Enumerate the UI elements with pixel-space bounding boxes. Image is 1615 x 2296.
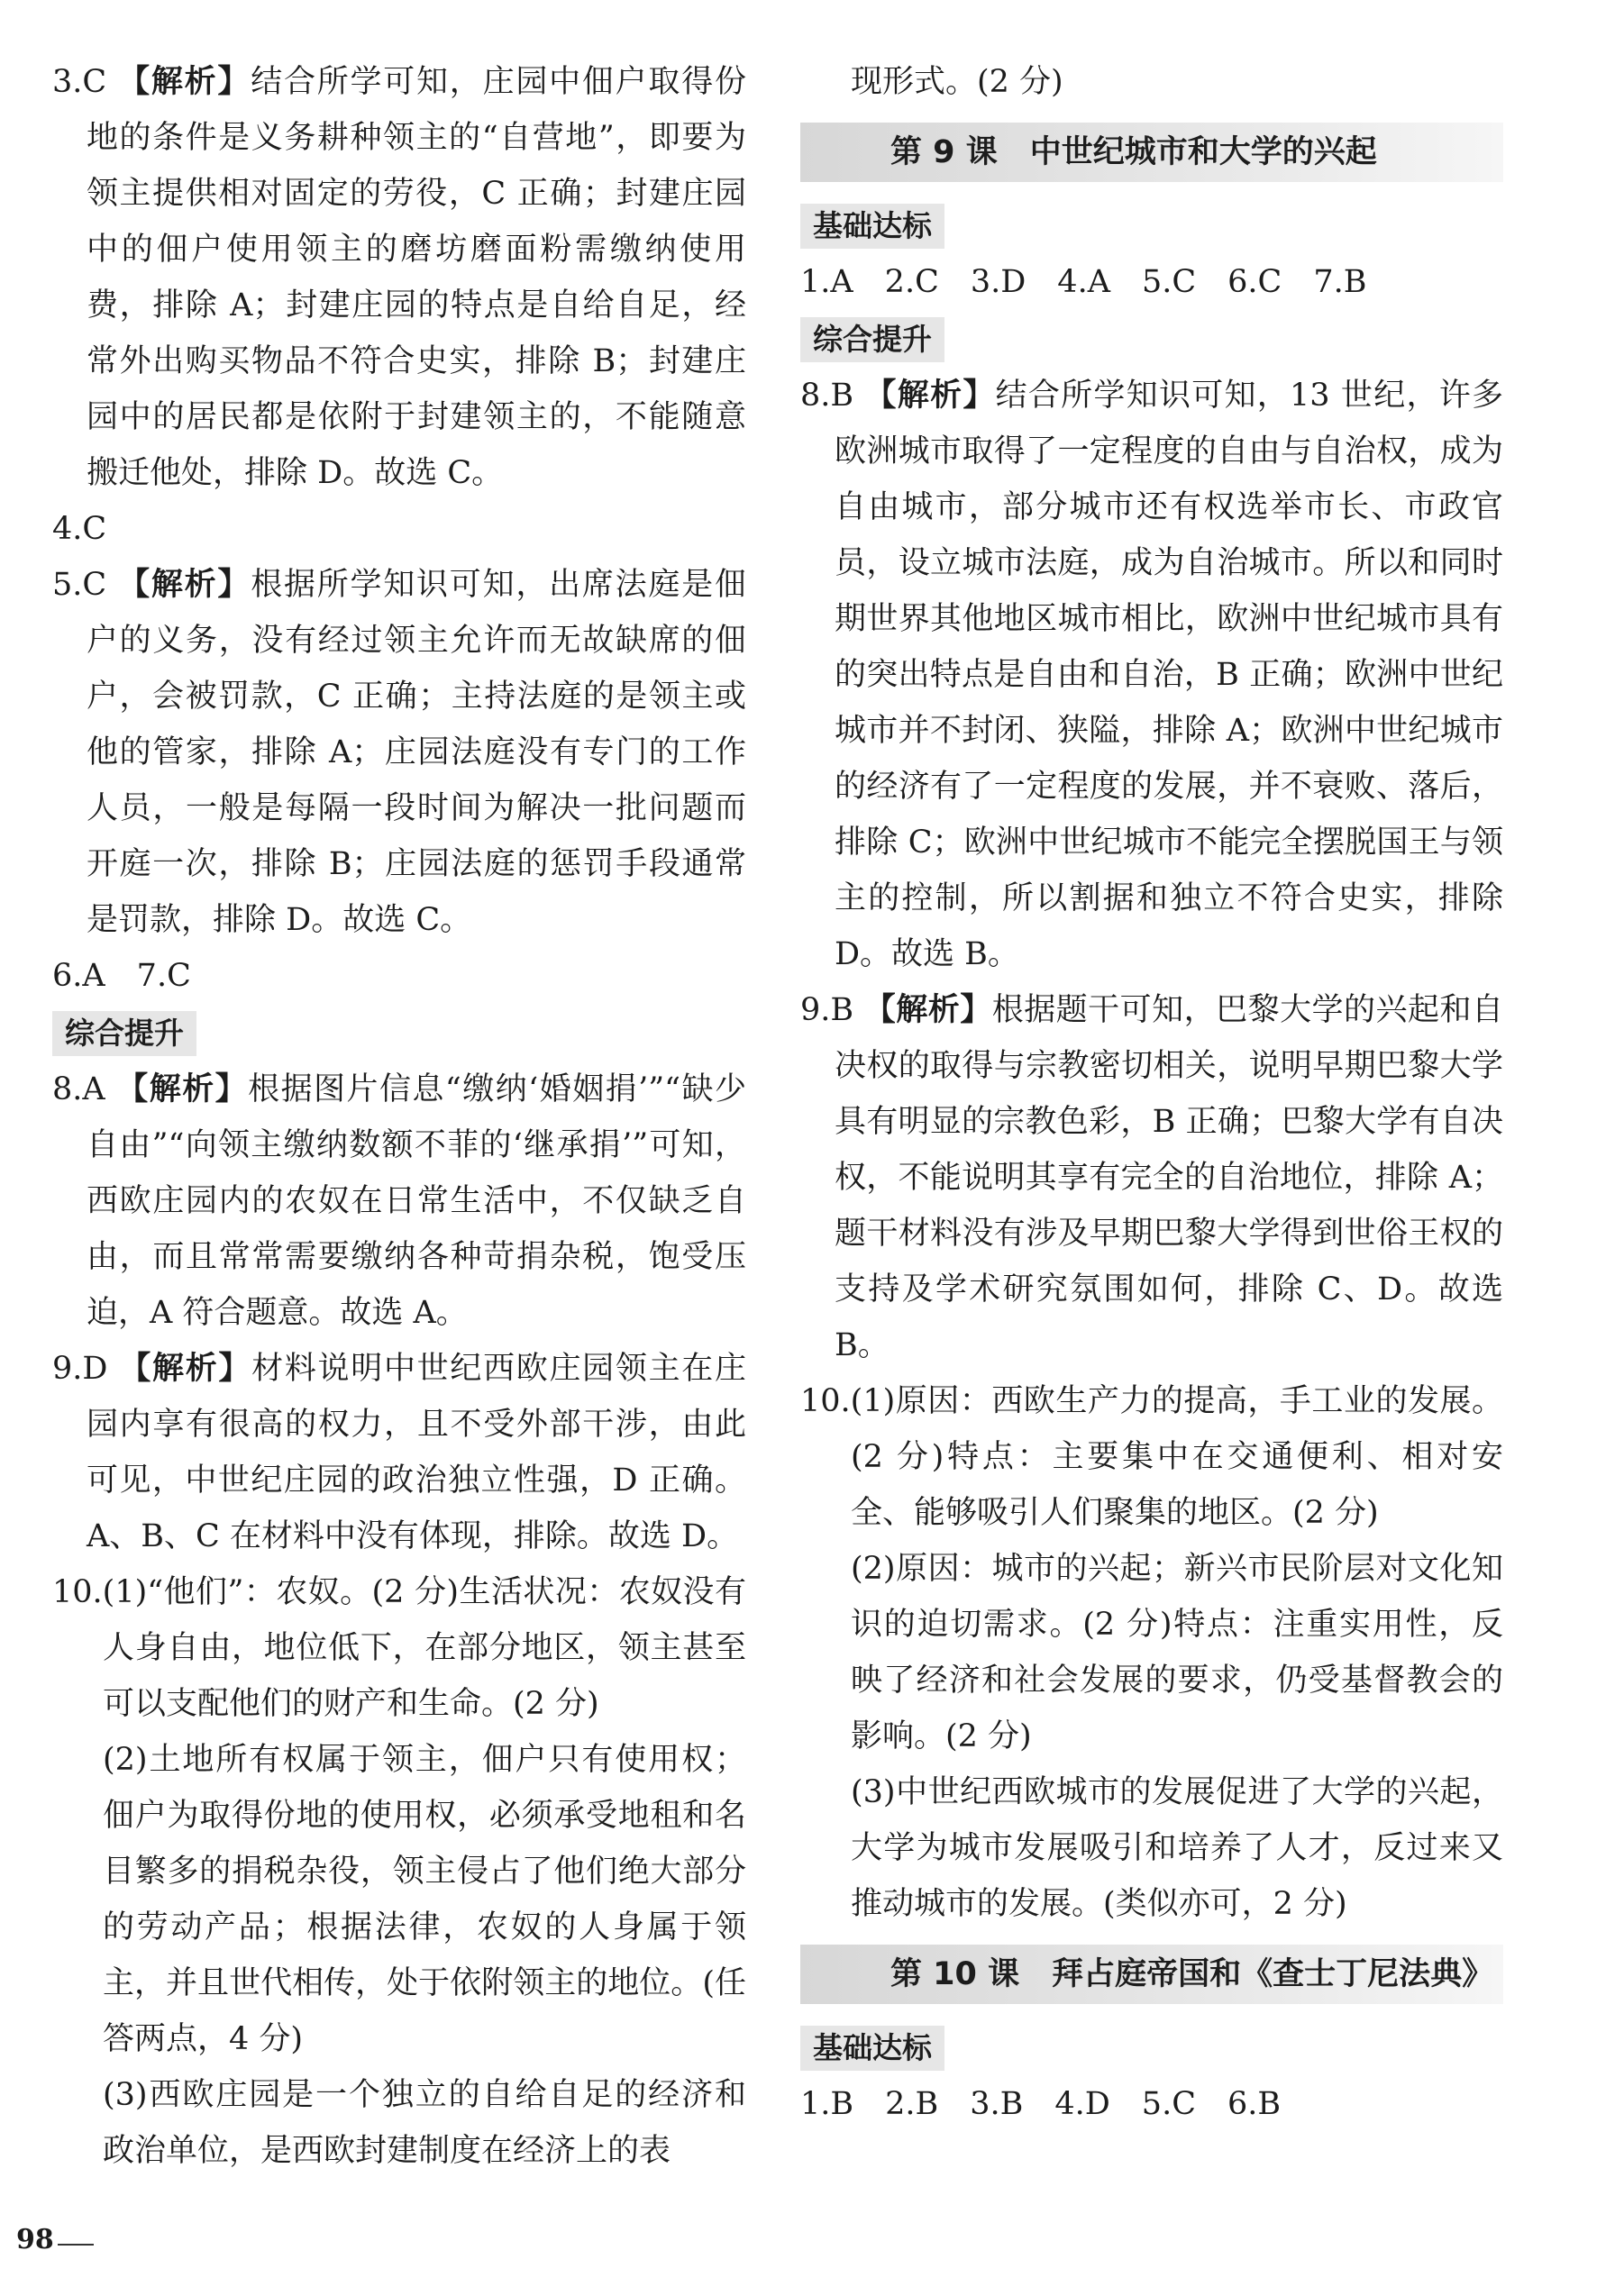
analysis-tag: 【解析】: [863, 992, 992, 1028]
answer-10-part-1: 10.(1)原因：西欧生产力的提高，手工业的发展。(2 分)特点：主要集中在交通便利、相对安全、能够吸引人们聚集的地区。(2 分): [800, 1383, 1503, 1531]
lesson-9-heading: 第 9 课 中世纪城市和大学的兴起: [800, 123, 1503, 182]
answer-10-part-1: 10.(1)“他们”：农奴。(2 分)生活状况：农奴没有人身自由，地位低下，在部分地区，领主甚至可以支配他们的财产和生命。(2 分): [52, 1574, 746, 1722]
analysis-tag: 【解析】: [864, 378, 996, 414]
answer-9: 9.D 【解析】材料说明中世纪西欧庄园领主在庄园内享有很高的权力，且不受外部干涉，由此可见，中世纪庄园的政治独立性强，D 正确。A、B、C 在材料中没有体现，排除。故选 D。: [52, 1351, 746, 1554]
answer-10-part-3: (3)西欧庄园是一个独立的自给自足的经济和政治单位，是西欧封建制度在经济上的表: [103, 2077, 746, 2169]
answer-10-part-3: (3)中世纪西欧城市的发展促进了大学的兴起，大学为城市发展吸引和培养了人才，反过来又推动城市的发展。(类似亦可，2 分): [851, 1774, 1503, 1922]
answer-3: 3.C 【解析】结合所学可知，庄园中佃户取得份地的条件是义务耕种领主的“自营地”，即要为领主提供相对固定的劳役，C 正确；封建庄园中的佃户使用领主的磨坊磨面粉需缴纳使用费，排除 A；封建庄园的特点是自给自足，经常外出购买物品不符合史实，排除 B；封建庄园中的居民都是依附于封建领主的，不能随意搬迁他处，排除 D。故选 C。: [52, 64, 746, 491]
answer-8: 8.B 【解析】结合所学知识可知，13 世纪，许多欧洲城市取得了一定程度的自由与自治权，成为自由城市，部分城市还有权选举市长、市政官员，设立城市法庭，成为自治城市。所以和同时期世界其他地区城市相比，欧洲中世纪城市具有的突出特点是自由和自治，B 正确；欧洲中世纪城市并不封闭、狭隘，排除 A；欧洲中世纪城市的经济有了一定程度的发展，并不衰败、落后，排除 C；欧洲中世纪城市不能完全摆脱国王与领主的控制，所以割据和独立不符合史实，排除 D。故选 B。: [800, 378, 1503, 972]
answer-9: 9.B 【解析】根据题干可知，巴黎大学的兴起和自决权的取得与宗教密切相关，说明早期巴黎大学具有明显的宗教色彩，B 正确；巴黎大学有自决权，不能说明其享有完全的自治地位，排除 A；题干材料没有涉及早期巴黎大学得到世俗王权的支持及学术研究氛围如何，排除 C、D。故选 B。: [800, 992, 1503, 1363]
answer-10-part-2: (2)土地所有权属于领主，佃户只有使用权；佃户为取得份地的使用权，必须承受地租和名目繁多的捐税杂役，领主侵占了他们绝大部分的劳动产品；根据法律，农奴的人身属于领主，并且世代相传，处于依附领主的地位。(任答两点，4 分): [103, 1742, 746, 2057]
answer-10-part-2: (2)原因：城市的兴起；新兴市民阶层对文化知识的迫切需求。(2 分)特点：注重实用性，反映了经济和社会发展的要求，仍受基督教会的影响。(2 分): [851, 1551, 1503, 1754]
answer-5: 5.C 【解析】根据所学知识可知，出席法庭是佃户的义务，没有经过领主允许而无故缺席的佃户，会被罚款，C 正确；主持法庭的是领主或他的管家，排除 A；庄园法庭没有专门的工作人员，一般是每隔一段时间为解决一批问题而开庭一次，排除 B；庄园法庭的惩罚手段通常是罚款，排除 D。故选 C。: [52, 567, 746, 938]
section-comprehensive: 综合提升: [52, 1011, 196, 1056]
left-column: [52, 54, 746, 2179]
section-comprehensive: 综合提升: [800, 317, 944, 362]
analysis-tag: 【解析】: [118, 64, 251, 100]
analysis-tag: 【解析】: [119, 1351, 252, 1387]
analysis-tag: 【解析】: [116, 1071, 249, 1107]
answer-8: 8.A 【解析】根据图片信息“缴纳‘婚姻捐’”“缺少自由”“向领主缴纳数额不菲的‘继承捐’”可知，西欧庄园内的农奴在日常生活中，不仅缺乏自由，而且常常需要缴纳各种苛捐杂税，饱受压迫，A 符合题意。故选 A。: [52, 1071, 746, 1331]
basic-answers: 1.B 2.B 3.B 4.D 5.C 6.B: [800, 2086, 1282, 2122]
footer-rule: [58, 2244, 94, 2246]
answer-4: 4.C: [52, 511, 107, 547]
lesson-10-heading: 第 10 课 拜占庭帝国和《查士丁尼法典》: [800, 1945, 1503, 2004]
answers-6-7: 6.A 7.C: [52, 958, 191, 994]
continued-text: 现形式。(2 分): [851, 64, 1063, 100]
basic-answers: 1.A 2.C 3.D 4.A 5.C 6.C 7.B: [800, 264, 1367, 300]
page-number: 98: [16, 2224, 54, 2255]
right-column: [800, 54, 1503, 2132]
section-basic: 基础达标: [800, 2026, 944, 2071]
section-basic: 基础达标: [800, 204, 944, 249]
analysis-tag: 【解析】: [118, 567, 251, 603]
